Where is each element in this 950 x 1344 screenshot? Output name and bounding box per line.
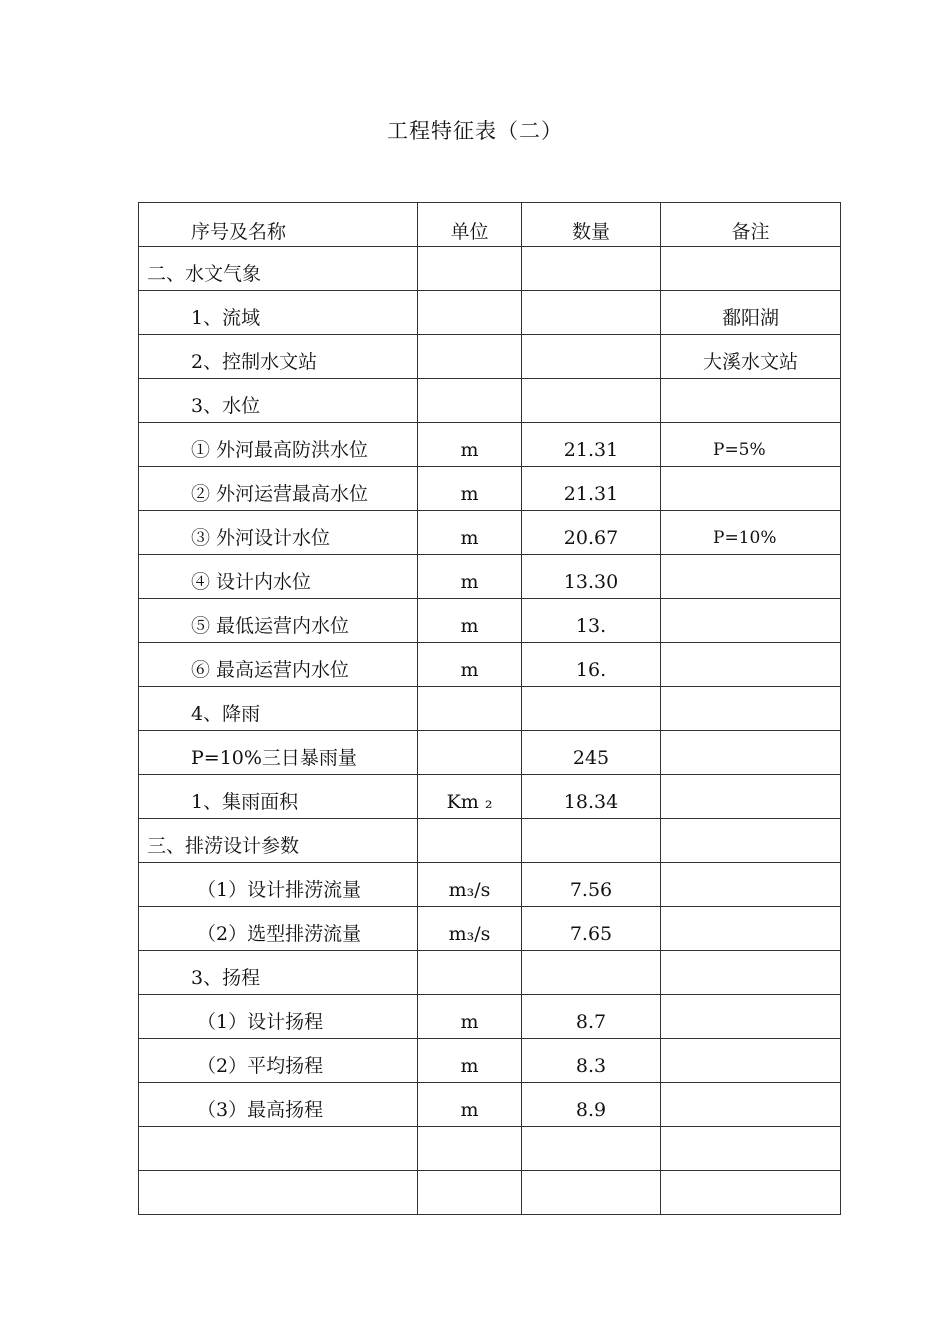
table-row (139, 1039, 841, 1083)
row-note-cell (661, 1127, 841, 1171)
row-unit-cell: Km ₂ (418, 775, 522, 819)
table-row (139, 247, 841, 291)
row-note-cell: 鄱阳湖 (661, 291, 841, 335)
row-unit-cell: m (418, 643, 522, 687)
table-row (139, 775, 841, 819)
row-qty-cell (522, 1171, 661, 1215)
table-row (139, 819, 841, 863)
row-name-cell: 3、扬程 (139, 951, 418, 995)
table-row (139, 1127, 841, 1171)
row-name-cell: P=10%三日暴雨量 (139, 731, 418, 775)
row-note-cell (661, 643, 841, 687)
table-row (139, 907, 841, 951)
row-note-cell (661, 731, 841, 775)
row-name-cell (139, 1127, 418, 1171)
row-note-cell (661, 863, 841, 907)
row-unit-cell (418, 247, 522, 291)
row-note-cell (661, 247, 841, 291)
row-name-cell: 二、水文气象 (139, 247, 418, 291)
row-unit-cell: m (418, 1039, 522, 1083)
row-name-cell (139, 1171, 418, 1215)
row-name-cell: 1、集雨面积 (139, 775, 418, 819)
row-qty-cell (522, 1127, 661, 1171)
row-unit-cell (418, 335, 522, 379)
row-unit-cell (418, 731, 522, 775)
engineering-spec-table (138, 202, 841, 1215)
row-unit-cell (418, 951, 522, 995)
row-unit-cell (418, 291, 522, 335)
table-row (139, 863, 841, 907)
row-qty-cell (522, 291, 661, 335)
row-name-cell: ① 外河最高防洪水位 (139, 423, 418, 467)
row-qty-cell: 13. (522, 599, 661, 643)
row-qty-cell: 21.31 (522, 467, 661, 511)
row-qty-cell: 7.56 (522, 863, 661, 907)
row-unit-cell: m (418, 467, 522, 511)
row-note-cell (661, 467, 841, 511)
table-row (139, 467, 841, 511)
header-qty: 数量 (522, 203, 661, 247)
row-unit-cell: m (418, 599, 522, 643)
row-unit-cell: m (418, 1083, 522, 1127)
row-note-cell: P=5% (661, 423, 841, 467)
row-name-cell: ② 外河运营最高水位 (139, 467, 418, 511)
table-row (139, 687, 841, 731)
row-qty-cell: 13.30 (522, 555, 661, 599)
table-row (139, 599, 841, 643)
row-name-cell: （2）选型排涝流量 (139, 907, 418, 951)
row-unit-cell (418, 687, 522, 731)
row-name-cell: （2）平均扬程 (139, 1039, 418, 1083)
row-qty-cell: 8.9 (522, 1083, 661, 1127)
row-qty-cell (522, 951, 661, 995)
row-name-cell: ⑥ 最高运营内水位 (139, 643, 418, 687)
row-name-cell: （1）设计扬程 (139, 995, 418, 1039)
row-name-cell: （1）设计排涝流量 (139, 863, 418, 907)
page-title: 工程特征表（二） (387, 119, 563, 143)
header-name: 序号及名称 (139, 203, 418, 247)
row-unit-cell: m₃/s (418, 907, 522, 951)
row-qty-cell (522, 687, 661, 731)
row-note-cell (661, 819, 841, 863)
table-row (139, 1171, 841, 1215)
table-row (139, 1083, 841, 1127)
row-note-cell (661, 1039, 841, 1083)
row-name-cell: 4、降雨 (139, 687, 418, 731)
row-unit-cell: m (418, 995, 522, 1039)
row-note-cell (661, 379, 841, 423)
row-name-cell: 2、控制水文站 (139, 335, 418, 379)
row-name-cell: ⑤ 最低运营内水位 (139, 599, 418, 643)
row-qty-cell: 8.3 (522, 1039, 661, 1083)
row-unit-cell (418, 1171, 522, 1215)
table-row (139, 951, 841, 995)
row-qty-cell: 8.7 (522, 995, 661, 1039)
table-row (139, 379, 841, 423)
row-note-cell (661, 995, 841, 1039)
row-note-cell (661, 599, 841, 643)
row-name-cell: 三、排涝设计参数 (139, 819, 418, 863)
row-name-cell: 1、流域 (139, 291, 418, 335)
row-unit-cell (418, 819, 522, 863)
row-unit-cell: m₃/s (418, 863, 522, 907)
row-qty-cell (522, 247, 661, 291)
table-row (139, 335, 841, 379)
table-row (139, 423, 841, 467)
row-note-cell (661, 555, 841, 599)
table-row (139, 511, 841, 555)
table-row (139, 731, 841, 775)
row-note-cell (661, 687, 841, 731)
table-row (139, 291, 841, 335)
row-unit-cell: m (418, 555, 522, 599)
row-unit-cell: m (418, 423, 522, 467)
row-qty-cell: 20.67 (522, 511, 661, 555)
row-note-cell: P=10% (661, 511, 841, 555)
row-name-cell: （3）最高扬程 (139, 1083, 418, 1127)
row-note-cell (661, 775, 841, 819)
table-row (139, 555, 841, 599)
row-qty-cell: 21.31 (522, 423, 661, 467)
row-qty-cell (522, 819, 661, 863)
row-name-cell: ④ 设计内水位 (139, 555, 418, 599)
row-note-cell (661, 951, 841, 995)
row-note-cell (661, 1171, 841, 1215)
header-unit: 单位 (418, 203, 522, 247)
row-qty-cell: 18.34 (522, 775, 661, 819)
row-unit-cell (418, 379, 522, 423)
table-row (139, 995, 841, 1039)
row-unit-cell (418, 1127, 522, 1171)
row-note-cell: 大溪水文站 (661, 335, 841, 379)
row-qty-cell: 245 (522, 731, 661, 775)
row-name-cell: 3、水位 (139, 379, 418, 423)
table-header-row (139, 203, 841, 247)
row-unit-cell: m (418, 511, 522, 555)
row-qty-cell: 7.65 (522, 907, 661, 951)
table-row (139, 643, 841, 687)
header-note: 备注 (661, 203, 841, 247)
row-qty-cell (522, 335, 661, 379)
row-note-cell (661, 907, 841, 951)
row-qty-cell (522, 379, 661, 423)
row-qty-cell: 16. (522, 643, 661, 687)
row-name-cell: ③ 外河设计水位 (139, 511, 418, 555)
row-note-cell (661, 1083, 841, 1127)
